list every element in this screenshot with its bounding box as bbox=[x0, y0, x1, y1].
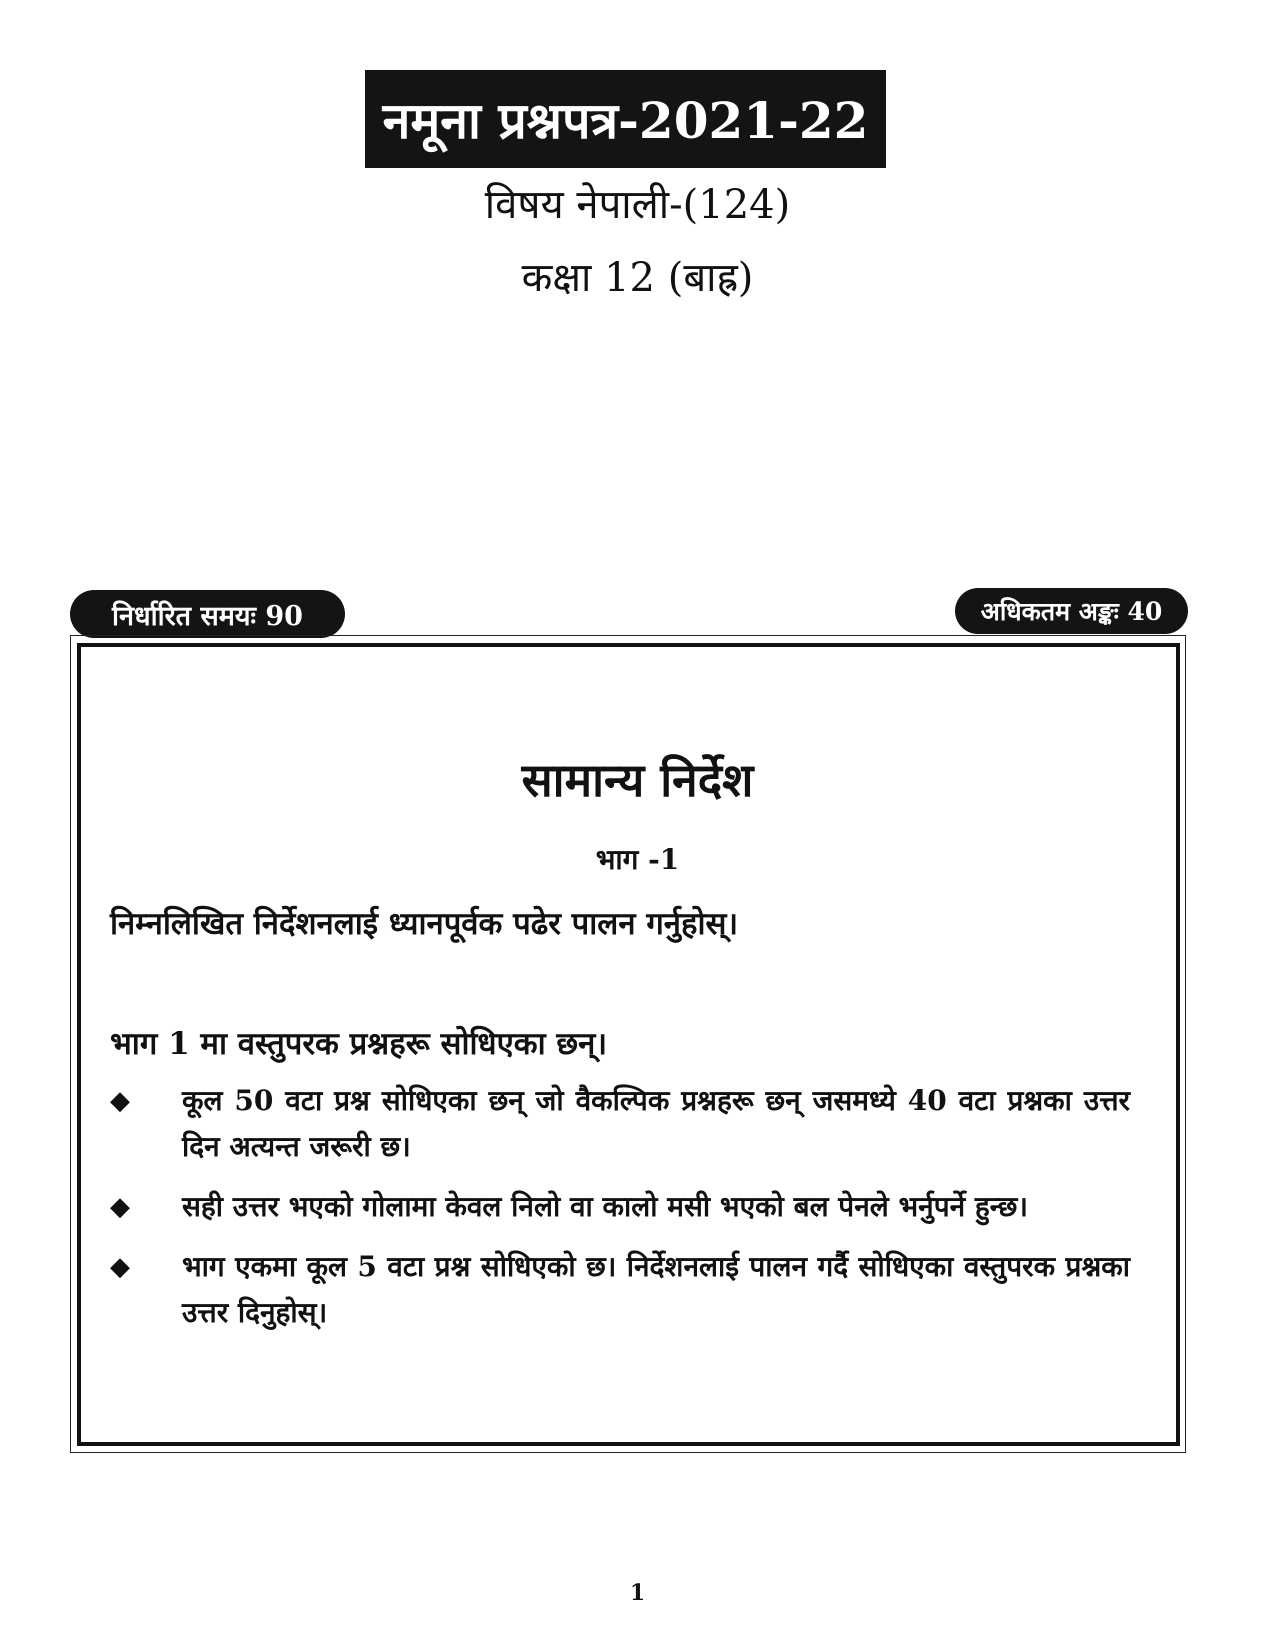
page-title: नमूना प्रश्नपत्र-2021-22 bbox=[365, 70, 886, 168]
list-item bbox=[110, 1078, 1130, 1170]
subject-line: विषय नेपाली-(124) bbox=[484, 182, 791, 228]
time-badge: निर्धारित समयः 90 bbox=[70, 590, 345, 638]
list-item-text: भाग एकमा कूल 5 वटा प्रश्न सोधिएको छ। निर्देशनलाई पालन गर्दै सोधिएका वस्तुपरक प्रश्नका उत्तर दिनुहोस्। bbox=[182, 1250, 1130, 1329]
page-number: 1 bbox=[629, 1580, 646, 1606]
list-item-text: कूल 50 वटा प्रश्न सोधिएका छन् जो वैकल्पिक प्रश्नहरू छन् जसमध्ये 40 वटा प्रश्नका उत्तर दिन अत्यन्त जरूरी छ। bbox=[182, 1084, 1130, 1163]
max-marks-badge: अधिकतम अङ्कः 40 bbox=[955, 588, 1188, 634]
instructions-heading: सामान्य निर्देश bbox=[521, 753, 754, 807]
part-label: भाग -1 bbox=[595, 843, 680, 876]
diamond-icon: ◆ bbox=[110, 1086, 130, 1116]
list-item bbox=[110, 1244, 1130, 1336]
instruction-list bbox=[110, 1078, 1130, 1350]
diamond-icon: ◆ bbox=[110, 1252, 130, 1282]
main-instruction: निम्नलिखित निर्देशनलाई ध्यानपूर्वक पढेर पालन गर्नुहोस्। bbox=[110, 906, 739, 942]
list-item bbox=[110, 1184, 1130, 1230]
part-intro: भाग 1 मा वस्तुपरक प्रश्नहरू सोधिएका छन्। bbox=[110, 1026, 608, 1062]
list-item-text: सही उत्तर भएको गोलामा केवल निलो वा कालो मसी भएको बल पेनले भर्नुपर्ने हुन्छ। bbox=[182, 1190, 1029, 1223]
diamond-icon: ◆ bbox=[110, 1192, 130, 1222]
class-line: कक्षा 12 (बाह्र) bbox=[521, 255, 754, 301]
